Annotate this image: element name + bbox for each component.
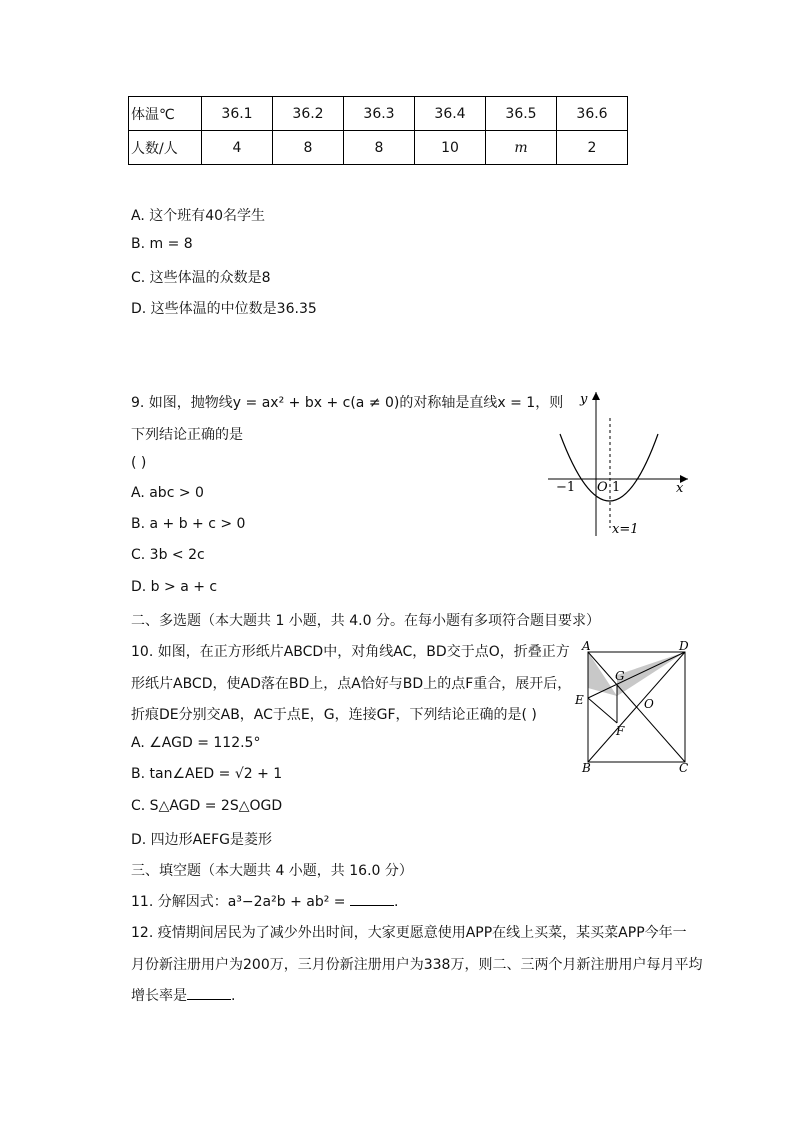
q11-line	[131, 891, 398, 911]
q10-option-a: A. ∠AGD = 112.5°	[131, 735, 261, 751]
table-cell: 10	[415, 131, 486, 165]
table-cell: 36.5	[486, 97, 557, 131]
shaded-triangle-gd	[617, 652, 685, 696]
table-cell: 36.3	[344, 97, 415, 131]
table-cell: 36.2	[273, 97, 344, 131]
q9-answer-paren: ( )	[131, 455, 147, 471]
q10-option-b: B. tan∠AED = √2 + 1	[131, 766, 283, 782]
point-a-label: A	[582, 639, 591, 653]
q12-stem-line3: 增长率是	[131, 988, 187, 1004]
q12-line3	[131, 985, 235, 1005]
q9-option-c: C. 3b < 2c	[131, 547, 205, 563]
origin-label: O	[597, 480, 608, 495]
point-o-label: O	[644, 697, 654, 711]
table-cell: 36.4	[415, 97, 486, 131]
shaded-triangle-aeg	[588, 652, 617, 696]
table-cell: 8	[273, 131, 344, 165]
point-d-label: D	[679, 639, 689, 653]
temperature-table	[128, 96, 628, 165]
q8-option-c: C. 这些体温的众数是8	[131, 270, 271, 286]
segment-ef	[588, 698, 617, 723]
point-b-label: B	[582, 761, 591, 773]
q11-end: .	[393, 894, 399, 910]
q12-end: .	[231, 988, 236, 1004]
q9-option-d: D. b > a + c	[131, 579, 218, 595]
table-cell: 36.1	[202, 97, 273, 131]
q10-stem-line3: 折痕DE分别交AB，AC于点E，G，连接GF，下列结论正确的是( )	[131, 707, 537, 723]
q10-stem-line2: 形纸片ABCD，使AD落在BD上，点A恰好与BD上的点F重合，展开后，	[131, 676, 572, 692]
y-label: y	[580, 392, 588, 407]
table-cell: 人数/人	[129, 131, 202, 165]
q8-option-b: B. m = 8	[131, 236, 193, 252]
q12-stem-line1: 12. 疫情期间居民为了减少外出时间，大家更愿意使用APP在线上买菜，某买菜APP今年一	[131, 925, 687, 941]
point-c-label: C	[679, 761, 689, 773]
point-g-label: G	[615, 669, 625, 683]
point-e-label: E	[575, 693, 584, 707]
y-axis-arrow-icon	[592, 392, 600, 400]
point-f-label: F	[616, 724, 625, 738]
table-cell: 体温℃	[129, 97, 202, 131]
q9-option-b: B. a + b + c > 0	[131, 516, 246, 532]
q10-option-d: D. 四边形AEFG是菱形	[131, 832, 273, 848]
section2-heading: 二、多选题（本大题共 1 小题，共 4.0 分。在每小题有多项符合题目要求）	[131, 613, 600, 629]
q10-stem-line1: 10. 如图，在正方形纸片ABCD中，对角线AC，BD交于点O，折叠正方	[131, 644, 570, 660]
symmetry-axis-label: x=1	[612, 522, 639, 537]
table-cell: 2	[557, 131, 628, 165]
table-cell: 36.6	[557, 97, 628, 131]
q9-stem-line2: 下列结论正确的是	[131, 427, 243, 443]
q11-text: 11. 分解因式：a³−2a²b + ab² =	[131, 894, 350, 910]
q12-stem-line2: 月份新注册用户为200万，三月份新注册用户为338万，则二、三两个月新注册用户每月平均	[131, 957, 703, 973]
table-row	[129, 97, 628, 131]
q12-answer-blank[interactable]	[187, 987, 231, 1000]
neg-one-label: −1	[556, 480, 576, 495]
q8-option-d: D. 这些体温的中位数是36.35	[131, 301, 317, 317]
q11-answer-blank[interactable]	[350, 893, 394, 906]
x-label: x	[676, 481, 684, 496]
table-cell: 4	[202, 131, 273, 165]
square-figure	[573, 638, 698, 773]
parabola-figure	[548, 388, 698, 538]
q8-option-a: A. 这个班有40名学生	[131, 208, 266, 224]
table-cell: 8	[344, 131, 415, 165]
section3-heading: 三、填空题（本大题共 4 小题，共 16.0 分）	[131, 863, 413, 879]
table-row	[129, 131, 628, 165]
one-label: 1	[612, 480, 621, 495]
q9-option-a: A. abc > 0	[131, 485, 204, 501]
q10-option-c: C. S△AGD = 2S△OGD	[131, 798, 283, 814]
q9-stem-line1: 9. 如图，抛物线y = ax² + bx + c(a ≠ 0)的对称轴是直线x = 1，则	[131, 395, 564, 411]
table-cell: m	[486, 131, 557, 165]
